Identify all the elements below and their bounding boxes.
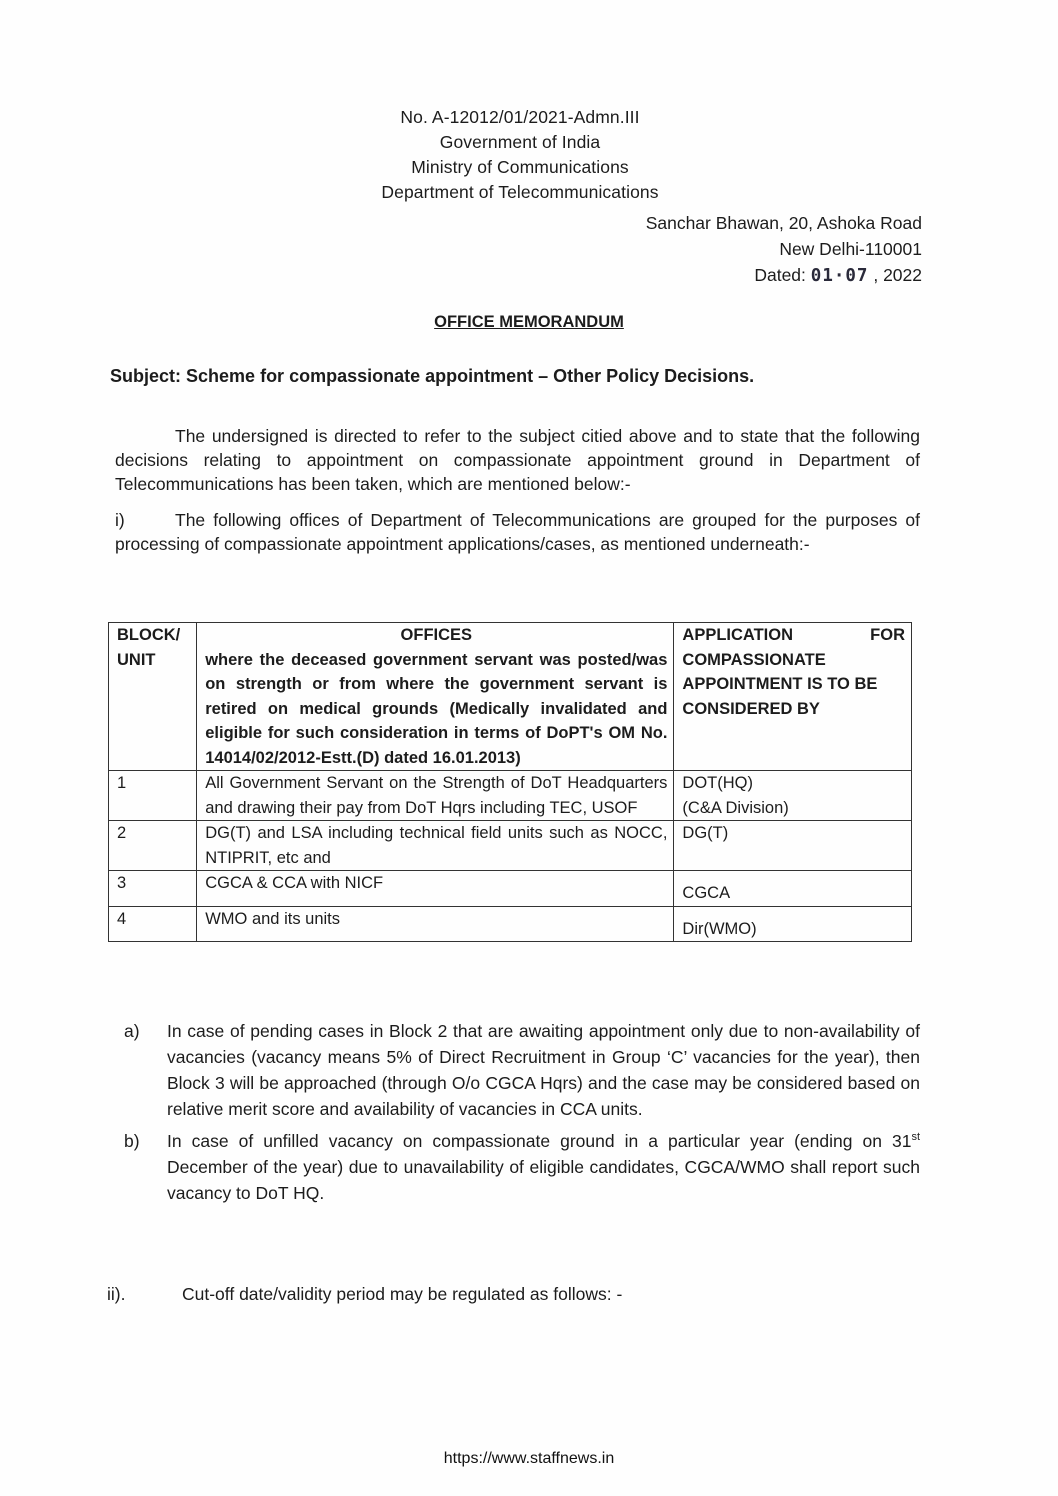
date-line <box>646 262 922 289</box>
table-row <box>109 906 912 942</box>
org-department: Department of Telecommunications <box>381 182 659 202</box>
block-unit-table <box>108 622 912 942</box>
sub-point-marker: b) <box>124 1131 140 1151</box>
header-considered-by-line1: APPLICATION FOR <box>682 626 905 644</box>
table-row <box>109 871 912 907</box>
address-line-2: New Delhi-110001 <box>779 239 922 259</box>
intro-text: The undersigned is directed to refer to the subject citied above and to state that the following decisions relating to appointment on compassionate appointment ground in Department of Telecommunications has been taken, which are mentioned below:- <box>115 426 920 494</box>
date-label: Dated: <box>754 265 806 285</box>
subject-label: Subject: <box>110 366 182 386</box>
point-i-text: The following offices of Department of Telecommunications are grouped for the purposes of processing of compassionate appointment applications/cases, as mentioned underneath:- <box>115 510 920 554</box>
header-considered-by-rest: COMPASSIONATE APPOINTMENT IS TO BE CONSIDERED BY <box>682 650 878 718</box>
sub-point-text <box>167 1128 920 1206</box>
point-i-marker: i) <box>115 510 125 530</box>
handwritten-date: 01·07 <box>810 266 869 286</box>
row-block: 1 <box>109 771 197 821</box>
point-ii <box>107 1282 912 1306</box>
row-considered-by <box>674 771 912 821</box>
row-block: 4 <box>109 906 197 942</box>
ordinal-suffix: st <box>911 1131 920 1144</box>
org-government: Government of India <box>439 132 601 152</box>
row-offices: CGCA & CCA with NICF <box>197 871 674 907</box>
footer-watermark-url[interactable]: https://www.staffnews.in <box>443 1450 615 1467</box>
considered-by-secondary: (C&A Division) <box>682 798 789 817</box>
row-considered-by <box>674 906 912 942</box>
sub-points-list <box>120 1018 920 1210</box>
sub-point-marker: a) <box>124 1021 140 1041</box>
point-ii-text: Cut-off date/validity period may be regulated as follows: - <box>182 1284 623 1304</box>
org-ministry: Ministry of Communications <box>411 157 629 177</box>
header-offices <box>197 623 674 771</box>
point-i <box>115 508 920 556</box>
letterhead <box>300 105 740 205</box>
considered-by-primary: Dir(WMO) <box>682 919 757 938</box>
row-offices: All Government Servant on the Strength of DoT Headquarters and drawing their pay from DoT Hqrs including TEC, USOF <box>197 771 674 821</box>
sub-point-b <box>120 1128 920 1206</box>
sub-point-a <box>120 1018 920 1122</box>
table-row <box>109 821 912 871</box>
row-considered-by <box>674 821 912 871</box>
intro-paragraph <box>115 424 920 496</box>
subject-text: Scheme for compassionate appointment – Other Policy Decisions. <box>186 366 755 386</box>
point-ii-marker: ii). <box>107 1284 126 1304</box>
row-offices: WMO and its units <box>197 906 674 942</box>
header-offices-desc: where the deceased government servant was posted/was on strength or from where the government servant is retired on medical grounds (Medically invalidated and eligible for such consideration in terms of DoPT's OM No. 14014/02/2012-Estt.(D) dated 16.01.2013) <box>205 650 668 767</box>
considered-by-primary: DG(T) <box>682 824 729 842</box>
row-block: 2 <box>109 821 197 871</box>
header-considered-by <box>674 623 912 771</box>
address-block <box>646 210 922 289</box>
memo-title: OFFICE MEMORANDUM <box>434 313 624 331</box>
row-block: 3 <box>109 871 197 907</box>
considered-by-primary: DOT(HQ) <box>682 774 753 792</box>
header-offices-title: OFFICES <box>400 626 473 644</box>
subject-line <box>110 366 754 387</box>
table-row <box>109 771 912 821</box>
row-considered-by <box>674 871 912 907</box>
considered-by-primary: CGCA <box>682 884 731 902</box>
address-line-1: Sanchar Bhawan, 20, Ashoka Road <box>645 213 922 233</box>
file-number: No. A-12012/01/2021-Admn.III <box>400 107 640 127</box>
sub-point-b-text-post: December of the year) due to unavailability of eligible candidates, CGCA/WMO shall report such vacancy to DoT HQ. <box>167 1157 920 1203</box>
row-offices: DG(T) and LSA including technical field units such as NOCC, NTIPRIT, etc and <box>197 821 674 871</box>
table-header-row <box>109 623 912 771</box>
sub-point-text: In case of pending cases in Block 2 that are awaiting appointment only due to non-availability of vacancies (vacancy means 5% of Direct Recruitment in Group ‘C’ vacancies for the year), then Block 3 will be approached (through O/o CGCA Hqrs) and the case may be considered based on relative merit score and availability of vacancies in CCA units. <box>167 1021 920 1119</box>
sub-point-b-text-pre: In case of unfilled vacancy on compassionate ground in a particular year (ending on 31 <box>167 1131 912 1151</box>
date-year: , 2022 <box>873 265 922 285</box>
header-block-unit: BLOCK/ UNIT <box>109 623 197 771</box>
